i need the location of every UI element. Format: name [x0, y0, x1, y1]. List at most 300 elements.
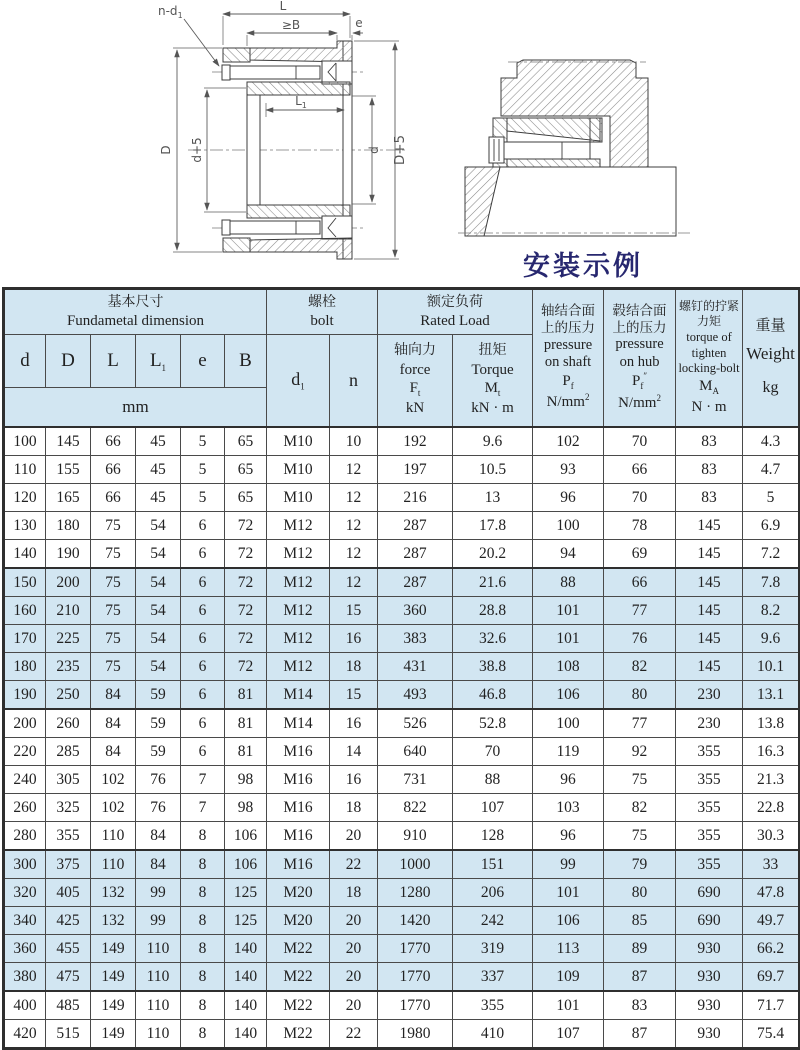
table-cell: 383: [378, 625, 453, 653]
table-cell: 455: [46, 935, 91, 963]
table-cell: 375: [46, 850, 91, 879]
table-cell: 38.8: [453, 653, 533, 681]
table-cell: 475: [46, 963, 91, 992]
table-row: [4, 597, 800, 625]
table-cell: 81: [225, 681, 267, 710]
table-cell: 98: [225, 766, 267, 794]
table-cell: 66: [91, 427, 136, 456]
table-cell: 6: [181, 568, 225, 597]
table-cell: 8: [181, 963, 225, 992]
table-cell: 21.6: [453, 568, 533, 597]
table-cell: 75: [91, 653, 136, 681]
table-row: [4, 512, 800, 540]
table-cell: 7: [181, 766, 225, 794]
table-body: [4, 427, 800, 1049]
table-cell: 1420: [378, 907, 453, 935]
table-cell: 1770: [378, 991, 453, 1020]
table-cell: 145: [676, 597, 743, 625]
table-cell: 107: [453, 794, 533, 822]
table-cell: M10: [267, 427, 330, 456]
table-cell: 78: [604, 512, 676, 540]
table-cell: 101: [533, 625, 604, 653]
table-cell: 355: [676, 822, 743, 851]
table-cell: 200: [4, 709, 46, 738]
col-d1: $d_1$: [267, 335, 330, 428]
table-cell: 4.7: [743, 456, 800, 484]
table-cell: 75: [91, 625, 136, 653]
table-cell: 110: [91, 822, 136, 851]
col-axial-force: 轴向力 force $F_t$ kN: [378, 335, 453, 428]
header-weight: 重量 Weight kg: [743, 289, 800, 428]
table-cell: 425: [46, 907, 91, 935]
table-cell: 300: [4, 850, 46, 879]
table-cell: 132: [91, 907, 136, 935]
table-cell: 75: [604, 822, 676, 851]
table-cell: 106: [225, 822, 267, 851]
table-row: [4, 568, 800, 597]
section-dimensions: [158, 0, 408, 259]
table-cell: M12: [267, 568, 330, 597]
table-cell: 12: [330, 512, 378, 540]
table-cell: 88: [453, 766, 533, 794]
table-cell: M12: [267, 512, 330, 540]
table-cell: 93: [533, 456, 604, 484]
table-cell: 13: [453, 484, 533, 512]
table-cell: 20: [330, 935, 378, 963]
table-cell: 84: [91, 709, 136, 738]
table-cell: 72: [225, 512, 267, 540]
table-cell: M20: [267, 907, 330, 935]
table-cell: 280: [4, 822, 46, 851]
table-cell: 12: [330, 540, 378, 569]
table-cell: 45: [136, 427, 181, 456]
table-cell: 106: [533, 681, 604, 710]
table-cell: 84: [136, 850, 181, 879]
header-locking-torque: 螺钉的拧紧 力矩 torque of tighten locking-bolt $M_A$ N · m: [676, 289, 743, 428]
table-cell: 89: [604, 935, 676, 963]
header-bolt: 螺栓 bolt: [267, 289, 378, 335]
table-cell: 49.7: [743, 907, 800, 935]
table-cell: 75: [604, 766, 676, 794]
table-cell: 81: [225, 738, 267, 766]
table-cell: 7.2: [743, 540, 800, 569]
table-cell: 18: [330, 794, 378, 822]
table-cell: 15: [330, 681, 378, 710]
table-cell: 8: [181, 907, 225, 935]
table-cell: 99: [136, 907, 181, 935]
table-cell: 5: [181, 456, 225, 484]
col-L: L: [91, 335, 136, 388]
table-cell: 32.6: [453, 625, 533, 653]
installation-caption: 安装示例: [523, 251, 643, 282]
table-cell: 145: [676, 653, 743, 681]
table-cell: 6: [181, 681, 225, 710]
table-cell: 82: [604, 794, 676, 822]
table-cell: 66: [604, 568, 676, 597]
table-cell: 15: [330, 597, 378, 625]
table-cell: 360: [4, 935, 46, 963]
dim-label-D: D: [159, 145, 173, 155]
table-cell: 8: [181, 879, 225, 907]
table-cell: M22: [267, 963, 330, 992]
table-cell: 260: [4, 794, 46, 822]
table-cell: 5: [181, 484, 225, 512]
table-cell: 355: [453, 991, 533, 1020]
table-cell: 6: [181, 540, 225, 569]
table-row: [4, 625, 800, 653]
table-cell: 640: [378, 738, 453, 766]
table-cell: 287: [378, 512, 453, 540]
dim-label-L1: $L_1$: [295, 94, 307, 110]
table-cell: 59: [136, 738, 181, 766]
technical-drawings: [0, 0, 800, 287]
table-cell: 8: [181, 1020, 225, 1049]
table-cell: 54: [136, 625, 181, 653]
table-row: [4, 991, 800, 1020]
table-cell: 17.8: [453, 512, 533, 540]
table-cell: 190: [4, 681, 46, 710]
col-e: e: [181, 335, 225, 388]
table-cell: 96: [533, 766, 604, 794]
table-cell: 102: [91, 794, 136, 822]
table-cell: M16: [267, 822, 330, 851]
table-row: [4, 738, 800, 766]
table-cell: 66: [604, 456, 676, 484]
table-cell: 88: [533, 568, 604, 597]
table-cell: 65: [225, 484, 267, 512]
table-cell: 45: [136, 456, 181, 484]
table-cell: 6: [181, 653, 225, 681]
table-cell: 14: [330, 738, 378, 766]
table-cell: 20.2: [453, 540, 533, 569]
table-cell: 930: [676, 963, 743, 992]
table-cell: 106: [533, 907, 604, 935]
table-cell: 108: [533, 653, 604, 681]
table-cell: 225: [46, 625, 91, 653]
table-cell: 355: [46, 822, 91, 851]
table-cell: 240: [4, 766, 46, 794]
table-cell: 149: [91, 963, 136, 992]
table-cell: 910: [378, 822, 453, 851]
table-cell: 6: [181, 738, 225, 766]
table-cell: 110: [4, 456, 46, 484]
table-cell: 319: [453, 935, 533, 963]
table-cell: 18: [330, 879, 378, 907]
table-cell: 7: [181, 794, 225, 822]
table-cell: 8: [181, 850, 225, 879]
table-cell: 125: [225, 879, 267, 907]
table-cell: 1280: [378, 879, 453, 907]
table-cell: M16: [267, 794, 330, 822]
table-cell: 1770: [378, 963, 453, 992]
table-cell: 65: [225, 427, 267, 456]
table-row: [4, 794, 800, 822]
table-cell: 216: [378, 484, 453, 512]
table-cell: 83: [676, 427, 743, 456]
table-row: [4, 822, 800, 851]
table-cell: 515: [46, 1020, 91, 1049]
table-cell: 400: [4, 991, 46, 1020]
table-cell: 54: [136, 597, 181, 625]
table-cell: 84: [136, 822, 181, 851]
table-cell: M14: [267, 709, 330, 738]
table-cell: 65: [225, 456, 267, 484]
table-cell: 85: [604, 907, 676, 935]
table-cell: 242: [453, 907, 533, 935]
table-cell: 485: [46, 991, 91, 1020]
table-cell: 405: [46, 879, 91, 907]
table-cell: 59: [136, 709, 181, 738]
table-cell: 140: [225, 991, 267, 1020]
table-cell: 230: [676, 709, 743, 738]
installation-drawing: [450, 15, 795, 255]
table-cell: 110: [136, 991, 181, 1020]
table-cell: 59: [136, 681, 181, 710]
table-cell: 930: [676, 935, 743, 963]
table-cell: 410: [453, 1020, 533, 1049]
dim-label-D5: D+5: [392, 134, 408, 166]
table-cell: 285: [46, 738, 91, 766]
table-cell: 98: [225, 794, 267, 822]
table-cell: M10: [267, 456, 330, 484]
dim-label-e: e: [355, 16, 363, 30]
table-cell: 930: [676, 991, 743, 1020]
table-cell: M22: [267, 991, 330, 1020]
table-row: [4, 1020, 800, 1049]
table-cell: 28.8: [453, 597, 533, 625]
table-cell: 731: [378, 766, 453, 794]
header-pressure-shaft: 轴结合面 上的压力 pressure on shaft $P_f$ $N/mm^2$: [533, 289, 604, 428]
table-cell: 72: [225, 597, 267, 625]
table-cell: 83: [676, 456, 743, 484]
table-cell: 70: [604, 484, 676, 512]
table-cell: 99: [136, 879, 181, 907]
table-cell: 160: [4, 597, 46, 625]
table-cell: 75: [91, 597, 136, 625]
section-drawing: [0, 0, 450, 287]
table-cell: 1770: [378, 935, 453, 963]
table-cell: M16: [267, 738, 330, 766]
table-cell: 180: [46, 512, 91, 540]
table-cell: 101: [533, 991, 604, 1020]
table-cell: 92: [604, 738, 676, 766]
table-cell: 140: [225, 935, 267, 963]
table-cell: 106: [225, 850, 267, 879]
table-cell: 21.3: [743, 766, 800, 794]
table-cell: 10.5: [453, 456, 533, 484]
table-cell: 87: [604, 963, 676, 992]
table-cell: M22: [267, 935, 330, 963]
table-cell: 102: [91, 766, 136, 794]
table-cell: 125: [225, 907, 267, 935]
table-cell: 8: [181, 991, 225, 1020]
table-cell: 20: [330, 991, 378, 1020]
table-header: [4, 289, 800, 428]
table-cell: 66.2: [743, 935, 800, 963]
table-cell: M14: [267, 681, 330, 710]
table-cell: 102: [533, 427, 604, 456]
table-cell: 70: [604, 427, 676, 456]
table-cell: 155: [46, 456, 91, 484]
table-cell: 16.3: [743, 738, 800, 766]
table-cell: 132: [91, 879, 136, 907]
table-cell: 4.3: [743, 427, 800, 456]
table-cell: 340: [4, 907, 46, 935]
table-cell: 149: [91, 991, 136, 1020]
table-cell: 69.7: [743, 963, 800, 992]
table-cell: 100: [533, 512, 604, 540]
table-cell: 6: [181, 597, 225, 625]
table-cell: 200: [46, 568, 91, 597]
table-row: [4, 484, 800, 512]
table-cell: 75.4: [743, 1020, 800, 1049]
table-cell: 145: [46, 427, 91, 456]
table-cell: 10.1: [743, 653, 800, 681]
table-cell: 100: [533, 709, 604, 738]
table-cell: 77: [604, 709, 676, 738]
table-row: [4, 709, 800, 738]
table-cell: 10: [330, 427, 378, 456]
col-L1: $L_1$: [136, 335, 181, 388]
table-cell: 16: [330, 625, 378, 653]
table-cell: 45: [136, 484, 181, 512]
table-cell: 110: [136, 963, 181, 992]
dim-label-n-d1: $n-d_1$: [158, 4, 183, 20]
table-cell: 140: [225, 1020, 267, 1049]
table-cell: 75: [91, 540, 136, 569]
table-cell: 16: [330, 766, 378, 794]
table-cell: 99: [533, 850, 604, 879]
table-cell: M12: [267, 540, 330, 569]
table-cell: 151: [453, 850, 533, 879]
table-cell: 75: [91, 512, 136, 540]
table-cell: 8.2: [743, 597, 800, 625]
table-cell: 355: [676, 850, 743, 879]
col-D: D: [46, 335, 91, 388]
table-cell: 355: [676, 766, 743, 794]
table-cell: 47.8: [743, 879, 800, 907]
table-row: [4, 681, 800, 710]
table-cell: 7.8: [743, 568, 800, 597]
table-cell: 690: [676, 907, 743, 935]
table-cell: 71.7: [743, 991, 800, 1020]
table-cell: 930: [676, 1020, 743, 1049]
table-cell: 355: [676, 738, 743, 766]
table-cell: 72: [225, 540, 267, 569]
table-cell: 360: [378, 597, 453, 625]
table-cell: 20: [330, 963, 378, 992]
table-cell: 420: [4, 1020, 46, 1049]
table-cell: 320: [4, 879, 46, 907]
table-cell: 337: [453, 963, 533, 992]
table-cell: 180: [4, 653, 46, 681]
installation-geometry: [458, 60, 690, 236]
table-cell: 8: [181, 935, 225, 963]
table-cell: 16: [330, 709, 378, 738]
table-cell: 54: [136, 653, 181, 681]
table-cell: 690: [676, 879, 743, 907]
table-cell: 52.8: [453, 709, 533, 738]
table-cell: 22: [330, 1020, 378, 1049]
table-cell: 355: [676, 794, 743, 822]
dim-label-d: d: [367, 146, 381, 154]
table-cell: 66: [91, 456, 136, 484]
table-cell: 120: [4, 484, 46, 512]
table-cell: 70: [453, 738, 533, 766]
table-cell: 18: [330, 653, 378, 681]
table-cell: 87: [604, 1020, 676, 1049]
table-cell: 33: [743, 850, 800, 879]
table-cell: 165: [46, 484, 91, 512]
table-cell: 6: [181, 625, 225, 653]
table-cell: 197: [378, 456, 453, 484]
table-cell: 5: [181, 427, 225, 456]
table-row: [4, 456, 800, 484]
table-cell: M22: [267, 1020, 330, 1049]
table-cell: 145: [676, 625, 743, 653]
table-cell: 9.6: [743, 625, 800, 653]
table-cell: 493: [378, 681, 453, 710]
table-cell: 13.8: [743, 709, 800, 738]
table-cell: 260: [46, 709, 91, 738]
table-cell: M12: [267, 597, 330, 625]
table-row: [4, 907, 800, 935]
table-cell: 210: [46, 597, 91, 625]
table-cell: 8: [181, 822, 225, 851]
table-row: [4, 963, 800, 992]
table-cell: 100: [4, 427, 46, 456]
table-cell: 287: [378, 568, 453, 597]
table-cell: M12: [267, 653, 330, 681]
table-cell: 72: [225, 568, 267, 597]
table-cell: 110: [136, 1020, 181, 1049]
table-cell: 119: [533, 738, 604, 766]
table-cell: 170: [4, 625, 46, 653]
table-cell: 46.8: [453, 681, 533, 710]
table-cell: 1980: [378, 1020, 453, 1049]
table-cell: M20: [267, 879, 330, 907]
table-cell: 145: [676, 512, 743, 540]
table-cell: 140: [4, 540, 46, 569]
table-cell: 22: [330, 850, 378, 879]
table-row: [4, 850, 800, 879]
table-row: [4, 427, 800, 456]
table-cell: 76: [604, 625, 676, 653]
table-cell: 54: [136, 568, 181, 597]
table-cell: 12: [330, 484, 378, 512]
table-cell: 287: [378, 540, 453, 569]
table-cell: 431: [378, 653, 453, 681]
table-cell: M12: [267, 625, 330, 653]
table-cell: M16: [267, 766, 330, 794]
table-row: [4, 879, 800, 907]
table-cell: 206: [453, 879, 533, 907]
table-cell: 526: [378, 709, 453, 738]
dimension-table: [2, 287, 800, 1050]
table-cell: 128: [453, 822, 533, 851]
table-cell: 6: [181, 709, 225, 738]
table-cell: 9.6: [453, 427, 533, 456]
table-cell: 66: [91, 484, 136, 512]
table-cell: 83: [676, 484, 743, 512]
table-cell: 107: [533, 1020, 604, 1049]
table-cell: M16: [267, 850, 330, 879]
table-cell: 113: [533, 935, 604, 963]
table-cell: 72: [225, 625, 267, 653]
table-cell: 149: [91, 1020, 136, 1049]
dim-label-L: L: [279, 0, 287, 13]
table-cell: 76: [136, 766, 181, 794]
